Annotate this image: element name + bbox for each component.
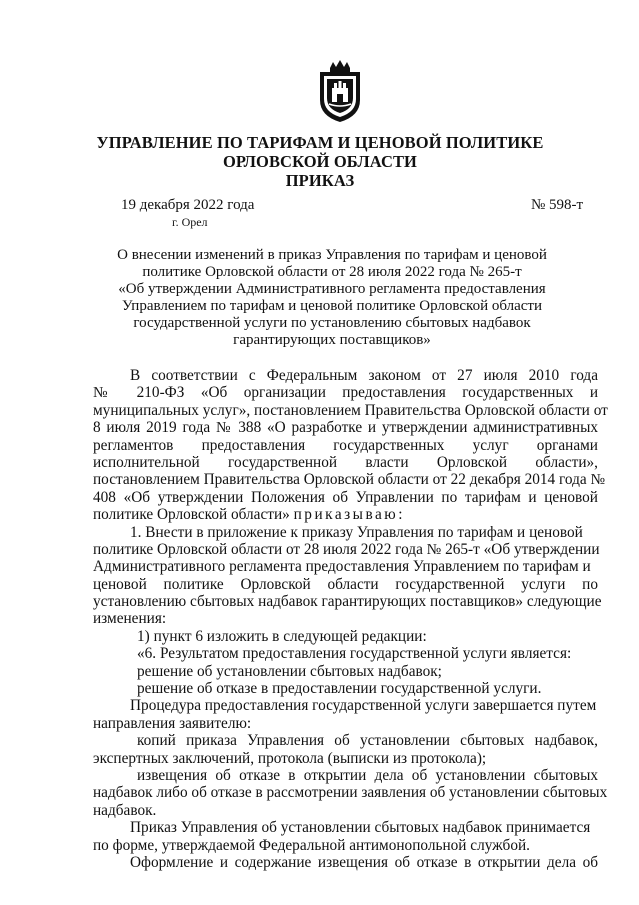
document-city: г. Орел	[172, 215, 208, 229]
body-line: муниципальных услуг», постановлением Правительства Орловской области от	[93, 401, 608, 419]
body-line: надбавок либо об отказе в рассмотрении заявления об установлении сбытовых	[93, 784, 608, 802]
document-subject	[110, 247, 554, 349]
body-line: экспертных заключений, протокола (выписки из протокола);	[93, 749, 487, 767]
body-line: надбавок.	[93, 801, 157, 819]
orel-oblast-coat-of-arms-icon	[316, 58, 364, 124]
body-line: Административного регламента предоставления Управлением по тарифам и	[93, 558, 591, 576]
body-line: «6. Результатом предоставления государственной услуги является:	[137, 645, 572, 663]
subject-line: государственной услуги по установлению сбытовых надбавок	[133, 315, 531, 331]
body-line: 1. Внести в приложение к приказу Управления по тарифам и ценовой	[130, 523, 583, 541]
body-line: постановлением Правительства Орловской области от 22 декабря 2014 года №	[93, 471, 606, 489]
subject-line: Управлением по тарифам и ценовой политике Орловской области	[122, 298, 542, 314]
body-line: 408 «Об утверждении Положения об Управлении по тарифам и ценовой	[93, 488, 598, 506]
authority-name-line-2: ОРЛОВСКОЙ ОБЛАСТИ	[222, 152, 417, 171]
body-line-text: политике Орловской области»	[93, 506, 290, 524]
document-date: 19 декабря 2022 года	[121, 197, 255, 213]
body-line: политике Орловской области от 28 июля 2022 года № 265-т «Об утверждении	[93, 540, 600, 558]
subject-line: гарантирующих поставщиков»	[233, 332, 431, 348]
document-body	[93, 367, 608, 871]
body-line: Процедура предоставления государственной услуги завершается путем	[130, 697, 597, 715]
body-line: решение об отказе в предоставлении государственной услуги.	[137, 680, 542, 698]
authority-name-line-1: УПРАВЛЕНИЕ ПО ТАРИФАМ И ЦЕНОВОЙ ПОЛИТИКЕ	[96, 133, 544, 152]
body-line: регламентов предоставления государственных услуг органами	[93, 436, 598, 454]
body-line: ценовой политике Орловской области государственной услуги по	[93, 575, 598, 593]
document-number: № 598-т	[531, 197, 584, 213]
body-line: 1) пункт 6 изложить в следующей редакции:	[137, 627, 427, 645]
subject-line: «Об утверждении Административного регламента предоставления	[118, 281, 546, 297]
body-line: изменения:	[93, 610, 167, 628]
body-line: № 210-ФЗ «Об организации предоставления государственных и	[93, 384, 598, 402]
body-line: направления заявителю:	[93, 714, 252, 732]
body-line: исполнительной государственной власти Орловской области»,	[93, 453, 598, 471]
body-line: извещения об отказе в открытии дела об установлении сбытовых	[137, 766, 598, 784]
body-line: В соответствии с Федеральным законом от 27 июля 2010 года	[130, 367, 598, 384]
body-line: Приказ Управления об установлении сбытовых надбавок принимается	[130, 819, 591, 837]
body-line: копий приказа Управления об установлении сбытовых надбавок,	[137, 732, 598, 750]
body-line: решение об установлении сбытовых надбавок;	[137, 662, 442, 680]
body-line: 8 июля 2019 года № 388 «О разработке и утверждении административных	[93, 419, 598, 437]
body-line	[93, 506, 598, 523]
document-type-title: ПРИКАЗ	[285, 171, 355, 190]
body-line: по форме, утверждаемой Федеральной антимонопольной службой.	[93, 836, 530, 854]
order-word: приказываю:	[293, 506, 405, 524]
body-line: Оформление и содержание извещения об отказе в открытии дела об	[130, 853, 598, 871]
subject-line: О внесении изменений в приказ Управления по тарифам и ценовой	[117, 247, 547, 263]
subject-line: политике Орловской области от 28 июля 2022 года № 265-т	[142, 264, 522, 280]
body-line: установлению сбытовых надбавок гарантирующих поставщиков» следующие	[93, 593, 602, 611]
